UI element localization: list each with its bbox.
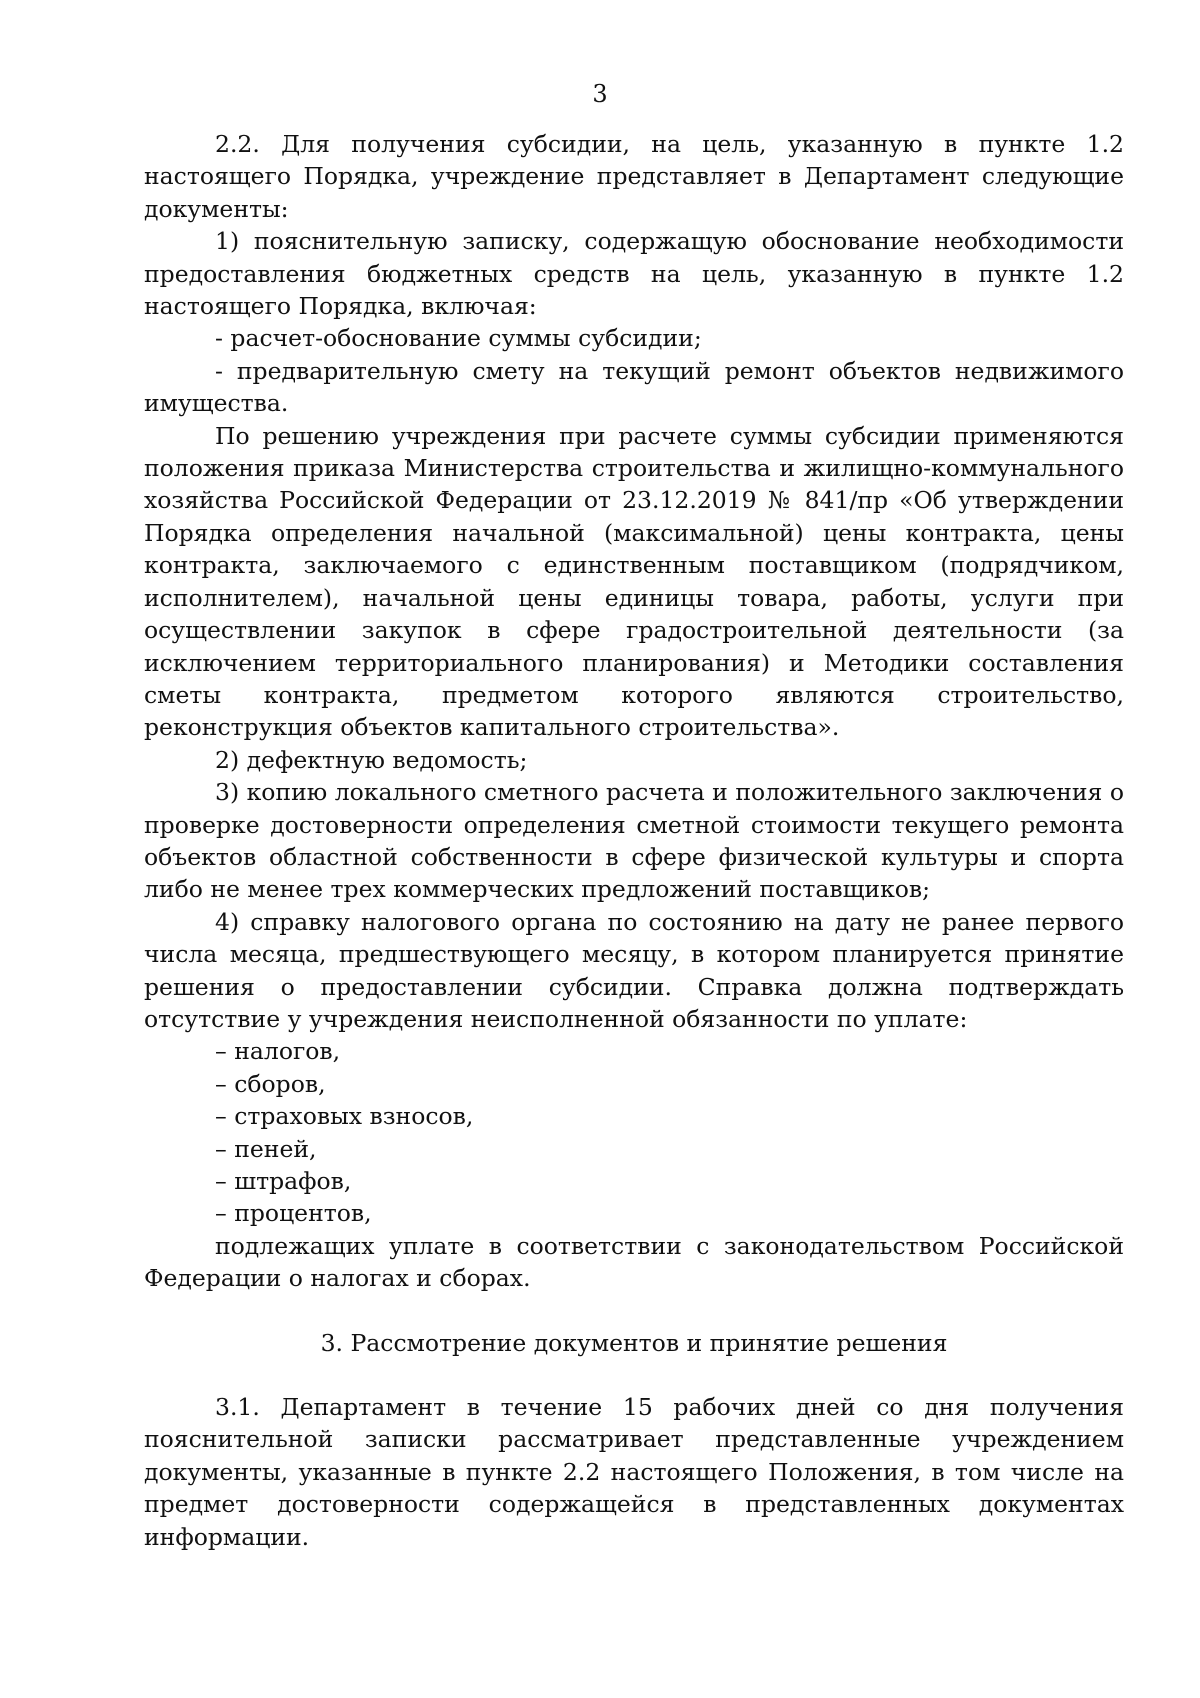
document-body	[144, 128, 1124, 1553]
list-item: – пеней,	[215, 1134, 317, 1163]
page-number: 3	[592, 80, 608, 108]
paragraph-sub-calc: - расчет-обоснование суммы субсидии;	[215, 324, 702, 353]
list-item: – штрафов,	[215, 1167, 352, 1195]
section-heading: 3. Рассмотрение документов и принятие решения	[320, 1328, 948, 1357]
paragraph-item-1: 1) пояснительную записку, содержащую обоснование необходимости предоставления бюджетных средств на цель, указанную в пункте 1.2 настоящего Порядка, включая:	[144, 227, 1124, 321]
list-item: – налогов,	[215, 1037, 341, 1066]
obligation-list	[144, 1035, 1124, 1229]
list-item: – процентов,	[215, 1199, 372, 1228]
paragraph-item-2: 2) дефектную ведомость;	[215, 745, 528, 774]
paragraph-item-4: 4) справку налогового органа по состоянию на дату не ранее первого числа месяца, предшествующего месяцу, в котором планируется принятие решения о предоставлении субсидии. Справка должна подтверждать отсутствие у учреждения неисполненной обязанности по уплате:	[144, 907, 1124, 1033]
list-item: – страховых взносов,	[215, 1102, 474, 1131]
list-item: – сборов,	[215, 1069, 326, 1098]
paragraph-2-2: 2.2. Для получения субсидии, на цель, указанную в пункте 1.2 настоящего Порядка, учреждение представляет в Департамент следующие документы:	[144, 130, 1124, 223]
paragraph-3-1: 3.1. Департамент в течение 15 рабочих дней со дня получения пояснительной записки рассматривает представленные учреждением документы, указанные в пункте 2.2 настоящего Положения, в том числе на предмет достоверности содержащейся в представленных документах информации.	[144, 1393, 1124, 1551]
paragraph-decision: По решению учреждения при расчете суммы субсидии применяются положения приказа Министерства строительства и жилищно-коммунального хозяйства Российской Федерации от 23.12.2019 № 841/пр «Об утверждении Порядка определения начальной (максимальной) цены контракта, цены контракта, заключаемого с единственным поставщиком (подрядчиком, исполнителем), начальной цены единицы товара, работы, услуги при осуществлении закупок в сфере градостроительной деятельности (за исключением территориального планирования) и Методики составления сметы контракта, предметом которого являются строительство, реконструкция объектов капитального строительства».	[144, 421, 1124, 742]
paragraph-item-3: 3) копию локального сметного расчета и положительного заключения о проверке достоверности определения сметной стоимости текущего ремонта объектов областной собственности в сфере физической культуры и спорта либо не менее трех коммерческих предложений поставщиков;	[144, 778, 1124, 904]
paragraph-sub-estimate: - предварительную смету на текущий ремонт объектов недвижимого имущества.	[144, 356, 1124, 418]
paragraph-closing: подлежащих уплате в соответствии с законодательством Российской Федерации о налогах и сборах.	[144, 1231, 1124, 1293]
